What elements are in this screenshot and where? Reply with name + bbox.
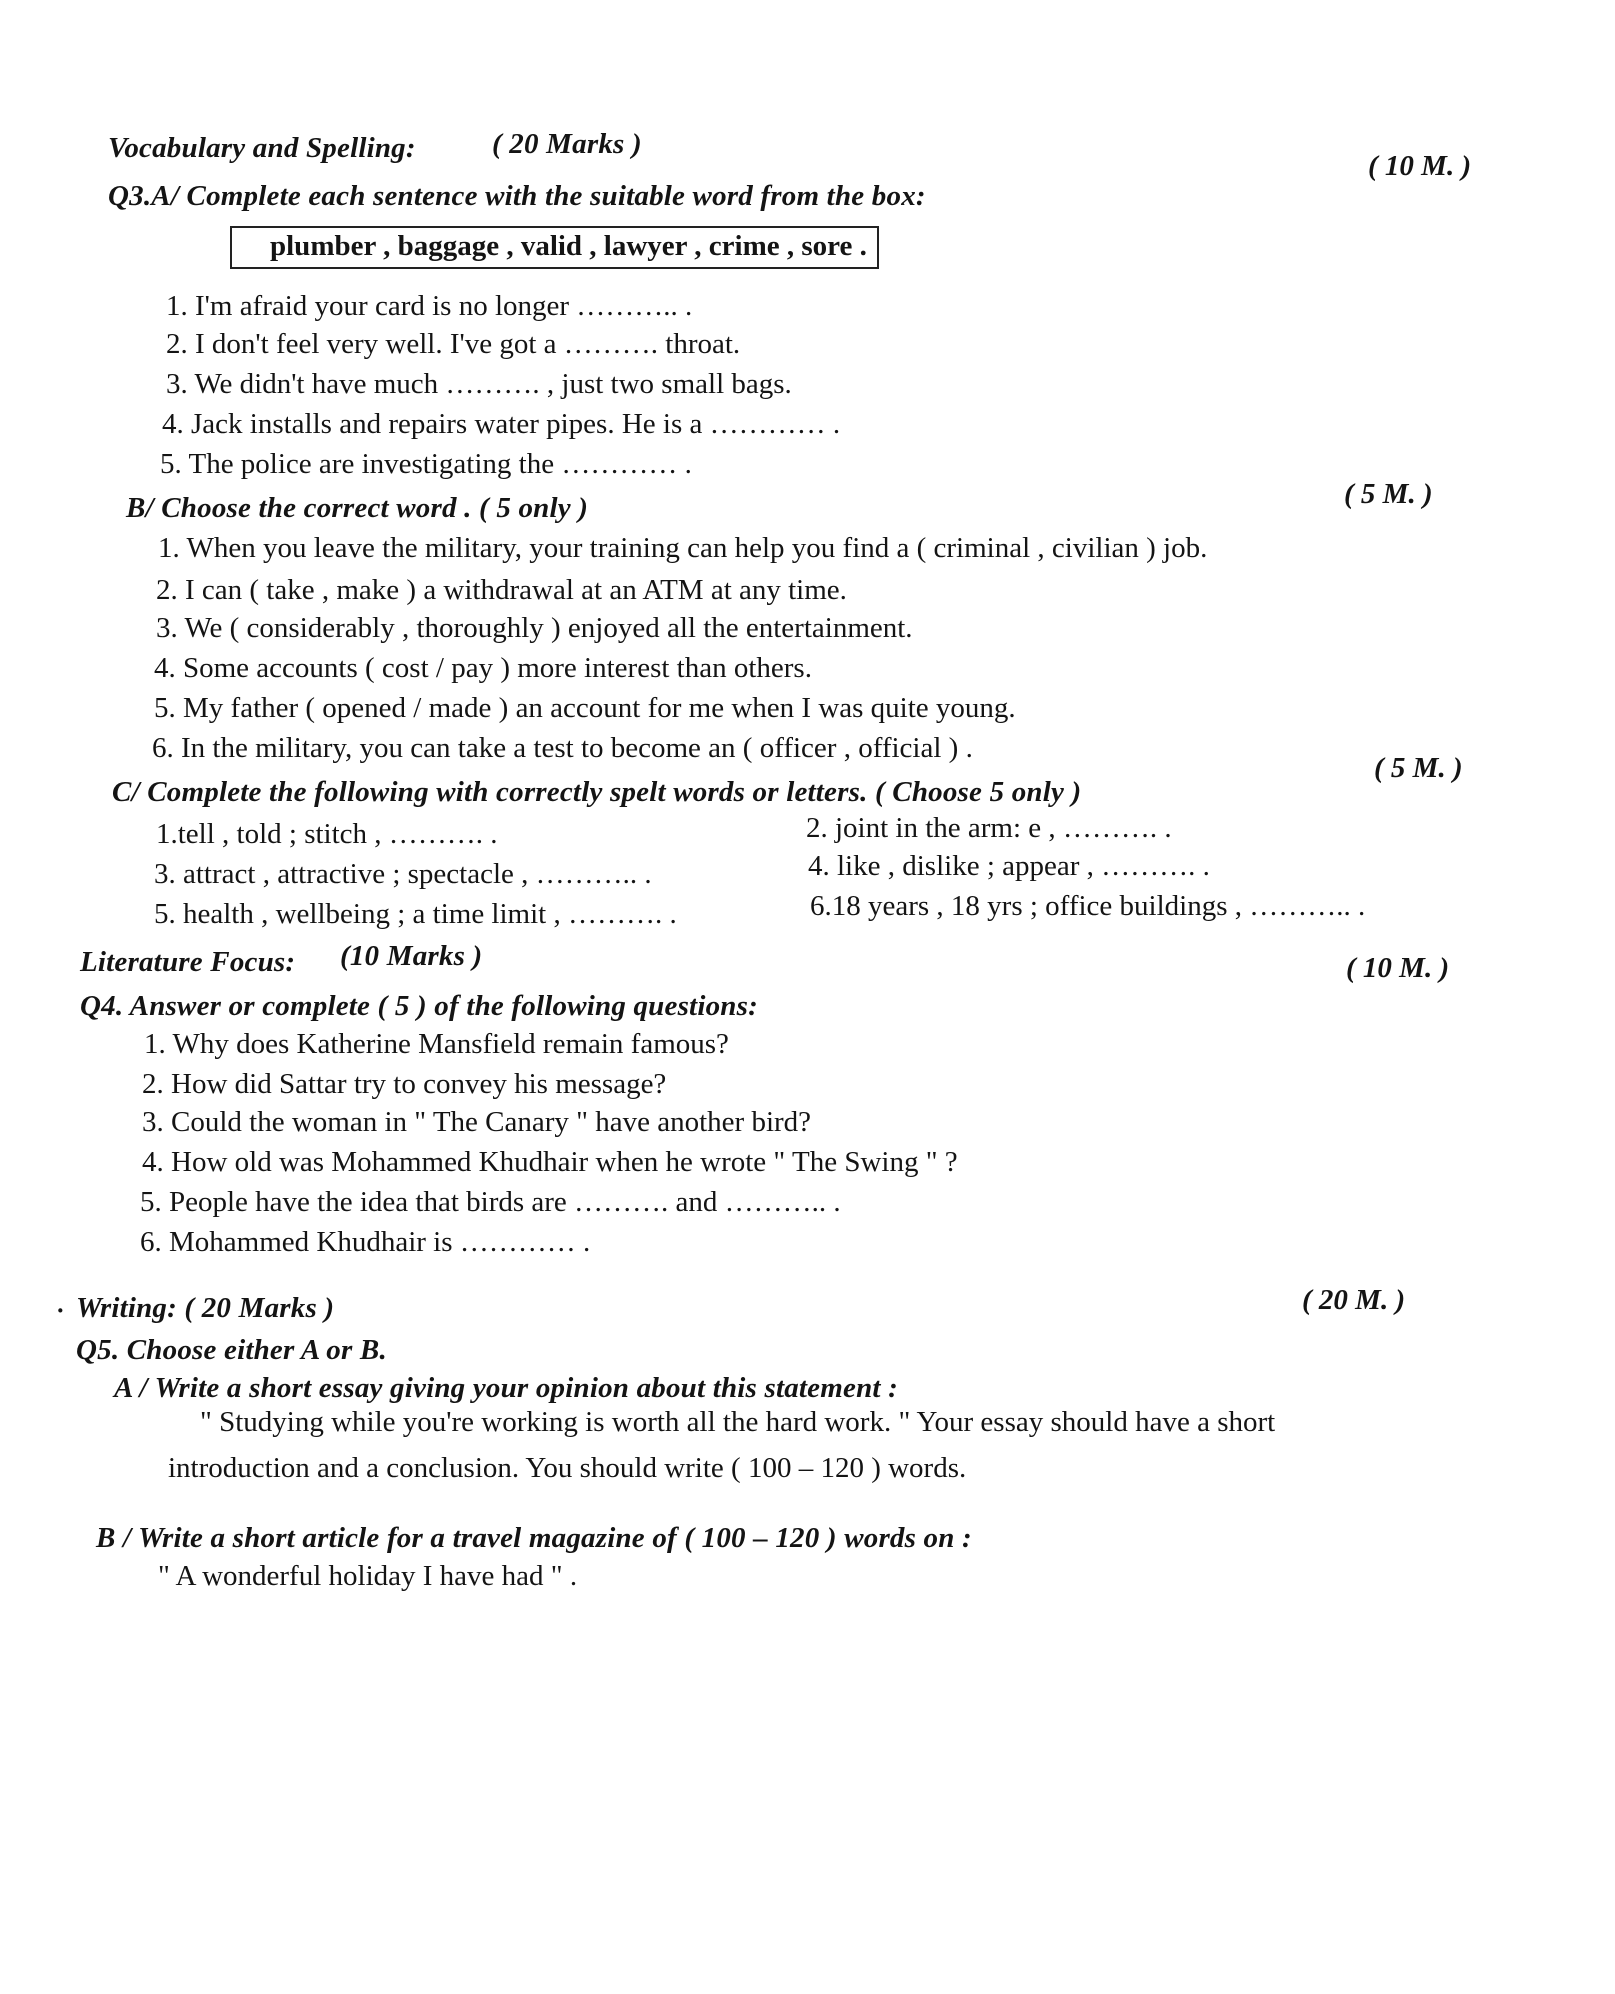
- q4-marks: ( 10 M. ): [1346, 952, 1450, 984]
- section-title-writing: Writing: ( 20 Marks ): [76, 1292, 335, 1324]
- q3b-item-1: 1. When you leave the military, your training can help you find a ( criminal , civilian ) job.: [158, 532, 1208, 564]
- q3a-heading: Q3.A/ Complete each sentence with the suitable word from the box:: [108, 180, 926, 212]
- q4-item-4: 4. How old was Mohammed Khudhair when he wrote " The Swing " ?: [142, 1146, 958, 1178]
- q5-heading: Q5. Choose either A or B.: [76, 1334, 387, 1366]
- q3a-item-5: 5. The police are investigating the ………… .: [160, 448, 692, 480]
- writing-marks: ( 20 M. ): [1302, 1284, 1406, 1316]
- q3a-item-1: 1. I'm afraid your card is no longer ……….. .: [166, 290, 693, 322]
- q5-b-topic: " A wonderful holiday I have had " .: [158, 1560, 578, 1592]
- q3b-item-4: 4. Some accounts ( cost / pay ) more interest than others.: [154, 652, 812, 684]
- q4-item-5: 5. People have the idea that birds are ………. and ……….. .: [140, 1186, 841, 1218]
- word-box: plumber , baggage , valid , lawyer , crime , sore .: [230, 226, 879, 269]
- q3a-item-4: 4. Jack installs and repairs water pipes. He is a ………… .: [162, 408, 841, 440]
- q3c-item-4: 4. like , dislike ; appear , ………. .: [808, 850, 1210, 882]
- q3b-item-2: 2. I can ( take , make ) a withdrawal at an ATM at any time.: [156, 574, 847, 606]
- q3c-marks: ( 5 M. ): [1374, 752, 1463, 784]
- q3a-item-3: 3. We didn't have much ………. , just two small bags.: [166, 368, 792, 400]
- section-marks-literature: (10 Marks ): [340, 940, 483, 972]
- q4-item-6: 6. Mohammed Khudhair is ………… .: [140, 1226, 591, 1258]
- q3b-item-3: 3. We ( considerably , thoroughly ) enjoyed all the entertainment.: [156, 612, 913, 644]
- q3a-item-2: 2. I don't feel very well. I've got a ………. throat.: [166, 328, 741, 360]
- q3b-item-5: 5. My father ( opened / made ) an account for me when I was quite young.: [154, 692, 1016, 724]
- q5-a-heading: A / Write a short essay giving your opinion about this statement :: [114, 1372, 898, 1404]
- q5-a-instructions: introduction and a conclusion. You should write ( 100 – 120 ) words.: [168, 1452, 967, 1484]
- q4-heading: Q4. Answer or complete ( 5 ) of the following questions:: [80, 990, 758, 1022]
- q4-item-3: 3. Could the woman in " The Canary " have another bird?: [142, 1106, 812, 1138]
- q3a-marks: ( 10 M. ): [1368, 150, 1472, 182]
- section-marks-vocabulary: ( 20 Marks ): [492, 128, 642, 160]
- q4-item-1: 1. Why does Katherine Mansfield remain famous?: [144, 1028, 729, 1060]
- q3c-item-6: 6.18 years , 18 yrs ; office buildings , ……….. .: [810, 890, 1366, 922]
- bullet-dot: ·: [56, 1296, 65, 1325]
- section-title-vocabulary: Vocabulary and Spelling:: [108, 132, 416, 164]
- section-title-literature: Literature Focus:: [80, 946, 296, 978]
- q3c-heading: C/ Complete the following with correctly spelt words or letters. ( Choose 5 only ): [112, 776, 1082, 808]
- q3b-item-6: 6. In the military, you can take a test to become an ( officer , official ) .: [152, 732, 973, 764]
- q3c-item-3: 3. attract , attractive ; spectacle , ……….. .: [154, 858, 652, 890]
- q3b-heading: B/ Choose the correct word . ( 5 only ): [126, 492, 589, 524]
- q4-item-2: 2. How did Sattar try to convey his message?: [142, 1068, 667, 1100]
- q3c-item-5: 5. health , wellbeing ; a time limit , ………. .: [154, 898, 677, 930]
- q5-a-statement: " Studying while you're working is worth all the hard work. " Your essay should have a short: [200, 1406, 1276, 1438]
- q3c-item-1: 1.tell , told ; stitch , ………. .: [156, 818, 498, 850]
- q3c-item-2: 2. joint in the arm: e , ………. .: [806, 812, 1172, 844]
- q5-b-heading: B / Write a short article for a travel magazine of ( 100 – 120 ) words on :: [96, 1522, 972, 1554]
- q3b-marks: ( 5 M. ): [1344, 478, 1433, 510]
